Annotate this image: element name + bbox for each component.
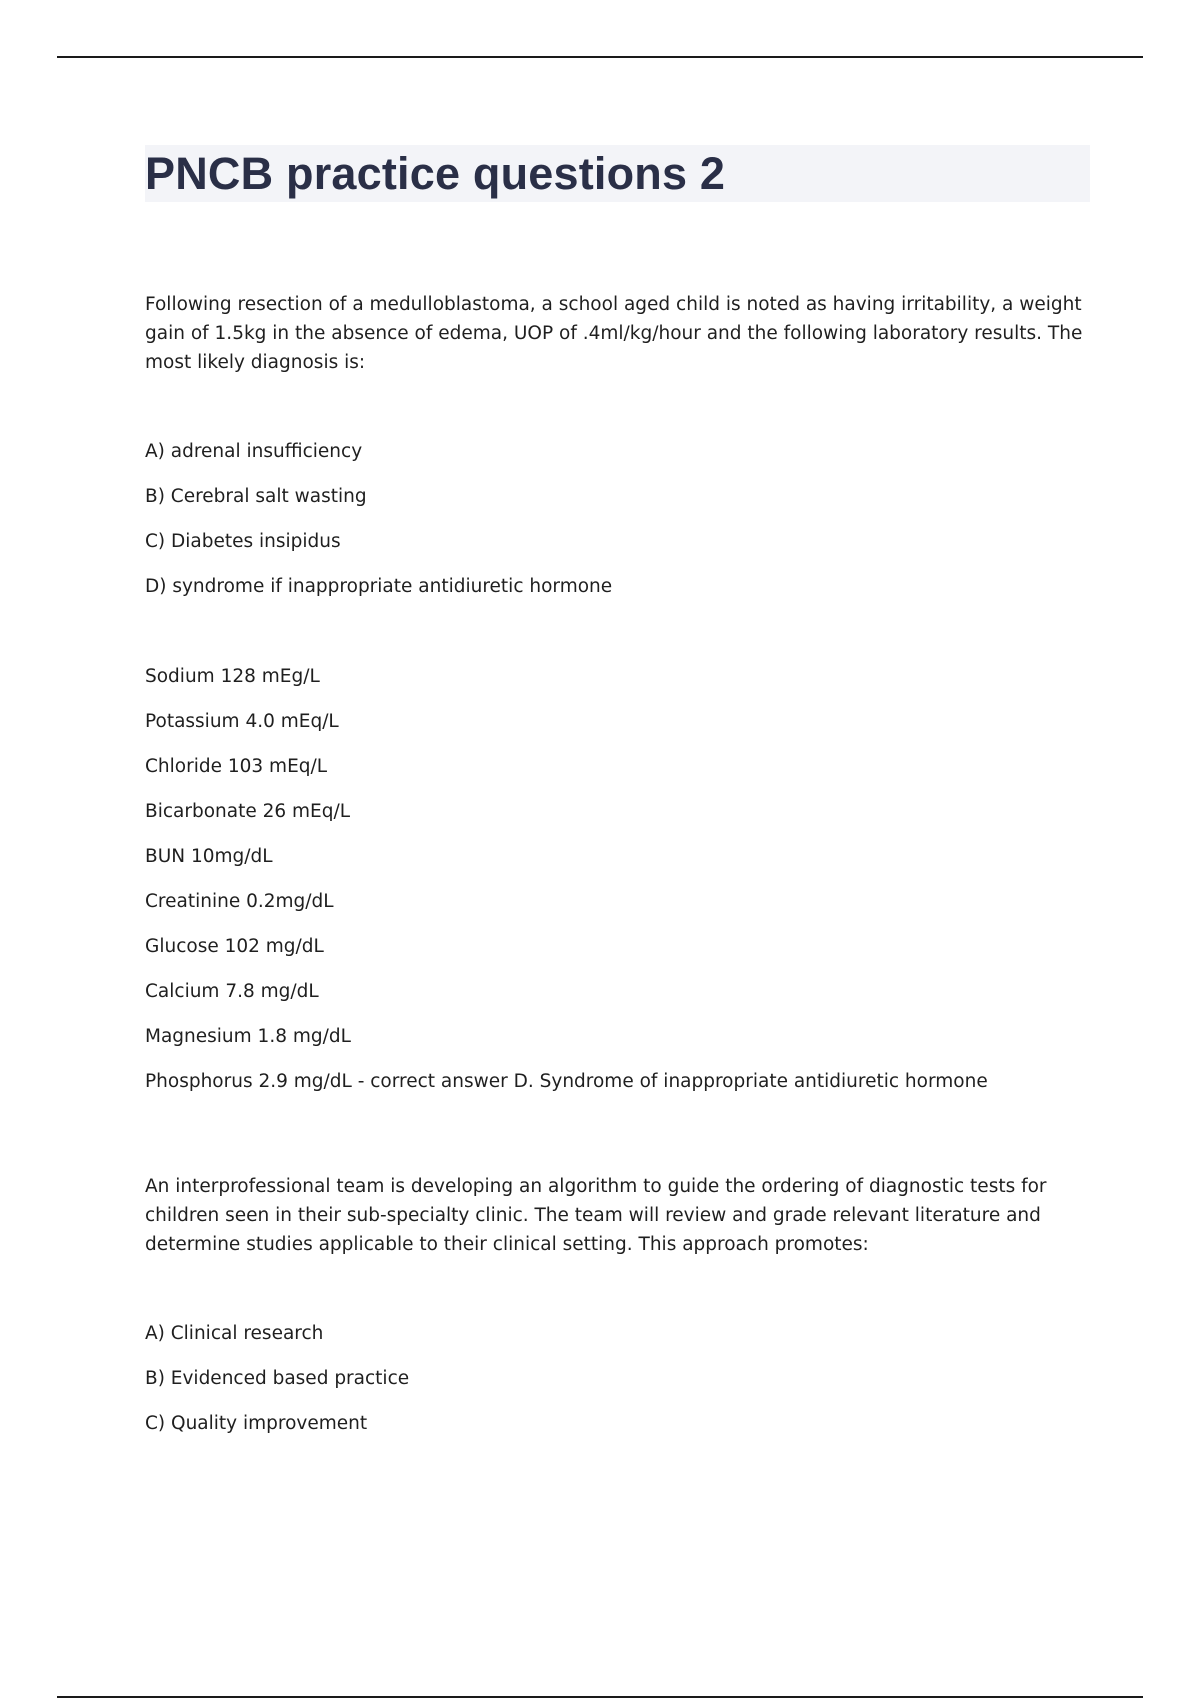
lab-result-calcium: Calcium 7.8 mg/dL: [145, 981, 319, 1002]
lab-result-bicarbonate: Bicarbonate 26 mEq/L: [145, 801, 350, 822]
document-body: [145, 290, 1090, 1454]
question-2-option-c: C) Quality improvement: [145, 1413, 368, 1434]
lab-result-sodium: Sodium 128 mEg/L: [145, 666, 320, 687]
lab-result-potassium: Potassium 4.0 mEq/L: [145, 711, 339, 732]
lab-result-bun: BUN 10mg/dL: [145, 846, 273, 867]
question-1-stem: Following resection of a medulloblastoma, a school aged child is noted as having irritability, a weight gain of 1.5kg in the absence of edema, UOP of .4ml/kg/hour and the following laboratory results. The most likely diagnosis is:: [145, 294, 1083, 373]
page-title: PNCB practice questions 2: [145, 148, 726, 199]
lab-result-magnesium: Magnesium 1.8 mg/dL: [145, 1026, 351, 1047]
question-2-option-b: B) Evidenced based practice: [145, 1368, 410, 1389]
lab-result-creatinine: Creatinine 0.2mg/dL: [145, 891, 334, 912]
question-1-option-a: A) adrenal insufficiency: [145, 441, 363, 462]
question-2-option-a: A) Clinical research: [145, 1323, 324, 1344]
lab-result-phosphorus-answer: Phosphorus 2.9 mg/dL - correct answer D. Syndrome of inappropriate antidiuretic hormone: [145, 1071, 988, 1092]
question-1-option-d: D) syndrome if inappropriate antidiuretic hormone: [145, 576, 613, 597]
bottom-divider: [57, 1696, 1143, 1698]
question-1-option-c: C) Diabetes insipidus: [145, 531, 341, 552]
top-divider: [57, 56, 1143, 58]
question-2-stem: An interprofessional team is developing an algorithm to guide the ordering of diagnostic tests for children seen in their sub-specialty clinic. The team will review and grade relevant literature and determine studies applicable to their clinical setting. This approach promotes:: [145, 1176, 1047, 1255]
lab-result-glucose: Glucose 102 mg/dL: [145, 936, 324, 957]
question-1-option-b: B) Cerebral salt wasting: [145, 486, 367, 507]
lab-result-chloride: Chloride 103 mEq/L: [145, 756, 328, 777]
